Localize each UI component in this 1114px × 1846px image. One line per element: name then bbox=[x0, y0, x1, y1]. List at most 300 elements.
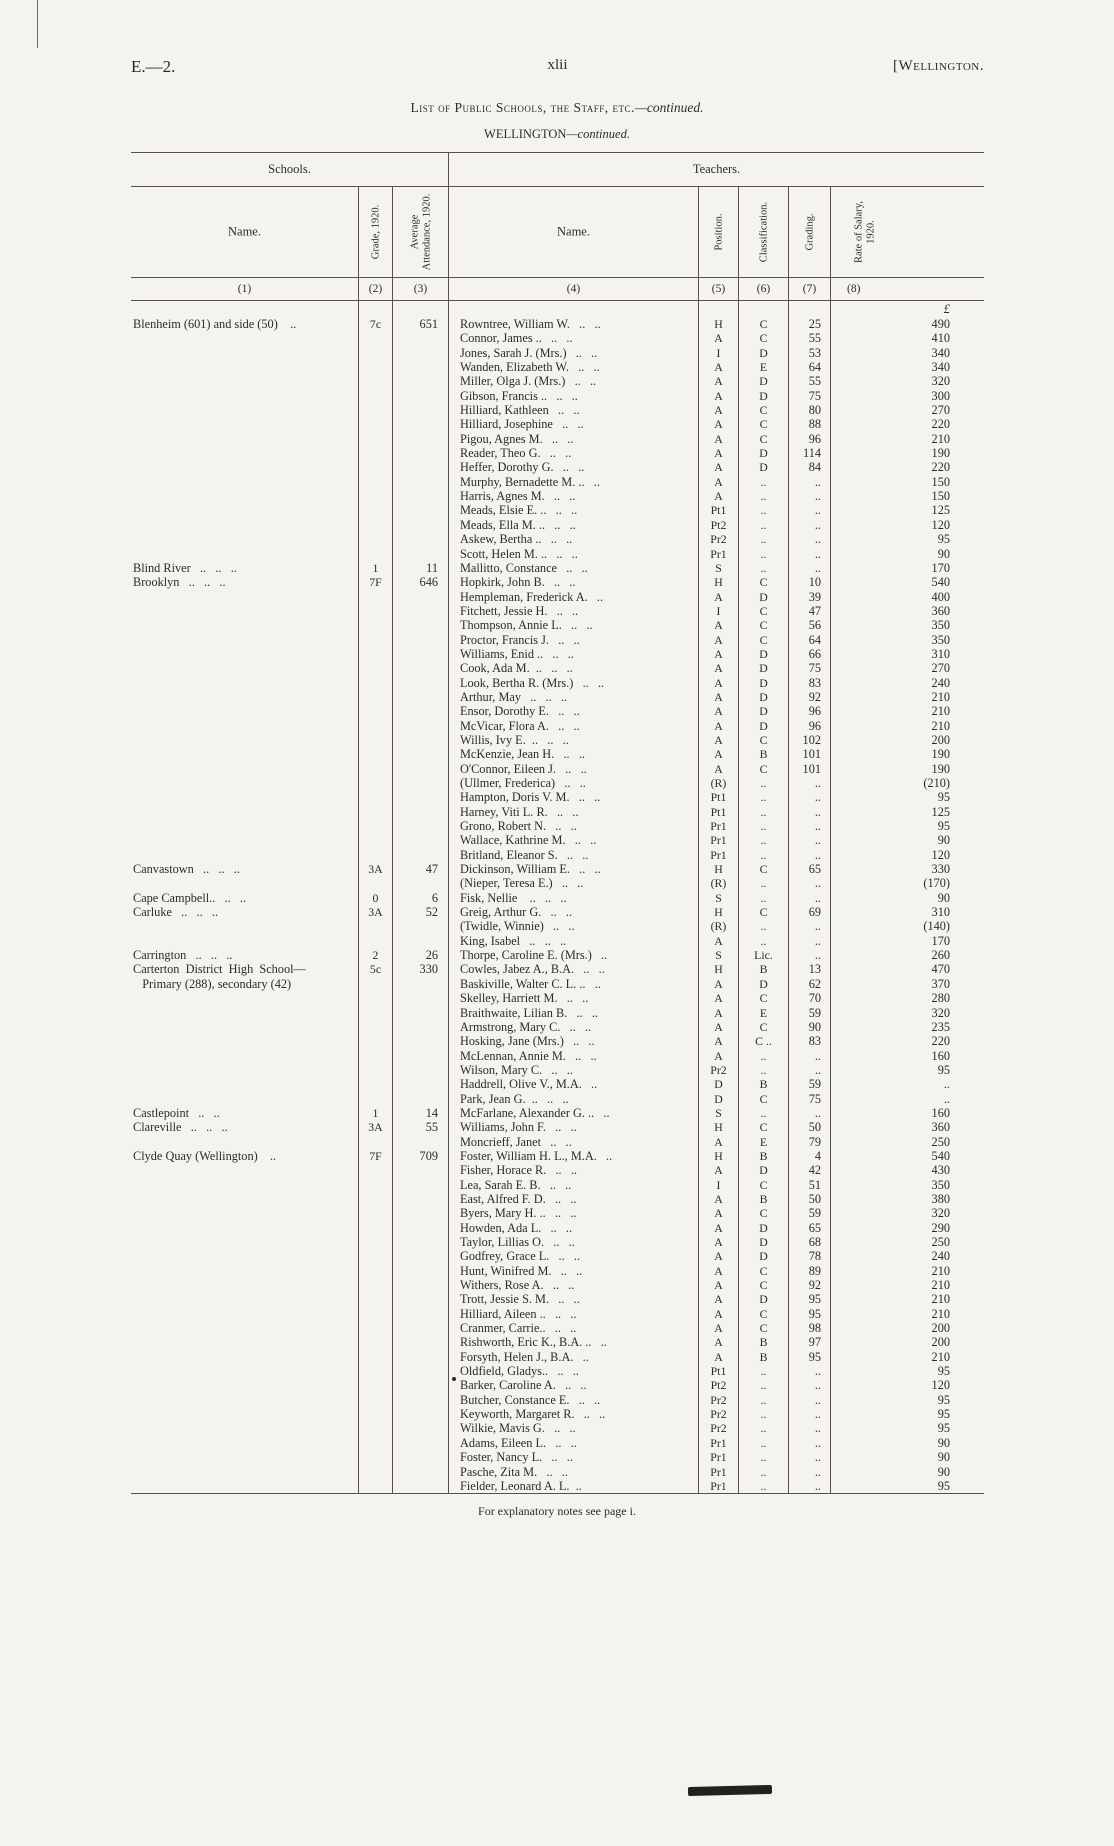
position-cell: A bbox=[699, 1020, 739, 1034]
school-name-cell bbox=[131, 1307, 359, 1321]
school-name-cell bbox=[131, 1077, 359, 1091]
salary-cell: 220 bbox=[931, 417, 950, 432]
classification-cell: B bbox=[739, 1350, 789, 1364]
salary-cell: 340 bbox=[931, 360, 950, 375]
grading-cell: 101 bbox=[789, 747, 831, 761]
school-name-cell bbox=[131, 1020, 359, 1034]
classification-cell: C bbox=[739, 1321, 789, 1335]
school-name-cell bbox=[131, 991, 359, 1005]
table-row bbox=[131, 919, 984, 933]
table-row bbox=[131, 819, 984, 833]
table-row bbox=[131, 962, 984, 976]
grade-cell: 7F bbox=[359, 1149, 393, 1163]
attendance-cell bbox=[393, 590, 449, 604]
grading-cell: .. bbox=[789, 1378, 831, 1392]
grade-cell bbox=[359, 1006, 393, 1020]
classification-cell: B bbox=[739, 1149, 789, 1163]
grade-cell bbox=[359, 1049, 393, 1063]
attendance-cell bbox=[393, 460, 449, 474]
school-name-cell bbox=[131, 374, 359, 388]
grading-cell: .. bbox=[789, 1364, 831, 1378]
attendance-cell bbox=[393, 432, 449, 446]
grading-cell: 62 bbox=[789, 977, 831, 991]
classification-cell: .. bbox=[739, 547, 789, 561]
salary-cell: 270 bbox=[931, 403, 950, 418]
grading-cell: 75 bbox=[789, 661, 831, 675]
grading-cell: 114 bbox=[789, 446, 831, 460]
salary-cell: 540 bbox=[931, 575, 950, 590]
teacher-name-cell: Keyworth, Margaret R. .. .. bbox=[449, 1407, 699, 1421]
salary-cell: 330 bbox=[931, 862, 950, 877]
position-cell: Pr2 bbox=[699, 1421, 739, 1435]
attendance-cell bbox=[393, 776, 449, 790]
attendance-cell bbox=[393, 719, 449, 733]
school-name-cell bbox=[131, 618, 359, 632]
attendance-cell: 26 bbox=[393, 948, 449, 962]
position-cell: A bbox=[699, 1264, 739, 1278]
school-name-cell bbox=[131, 590, 359, 604]
position-cell: D bbox=[699, 1092, 739, 1106]
teacher-name-cell: Hosking, Jane (Mrs.) .. .. bbox=[449, 1034, 699, 1048]
attendance-cell bbox=[393, 1350, 449, 1364]
teacher-name-cell: Fielder, Leonard A. L. .. bbox=[449, 1479, 699, 1493]
position-cell: A bbox=[699, 331, 739, 345]
attendance-cell bbox=[393, 1364, 449, 1378]
position-cell: A bbox=[699, 1034, 739, 1048]
position-cell: (R) bbox=[699, 919, 739, 933]
grading-cell: .. bbox=[789, 948, 831, 962]
header-label: Name. bbox=[228, 224, 261, 239]
grading-cell: .. bbox=[789, 805, 831, 819]
grading-cell: 59 bbox=[789, 1077, 831, 1091]
attendance-cell bbox=[393, 1178, 449, 1192]
classification-cell: D bbox=[739, 719, 789, 733]
school-name-cell bbox=[131, 532, 359, 546]
grading-cell: 59 bbox=[789, 1206, 831, 1220]
position-cell: A bbox=[699, 1006, 739, 1020]
teacher-name-cell: Fitchett, Jessie H. .. .. bbox=[449, 604, 699, 618]
document-subtitle-main: WELLINGTON bbox=[484, 127, 567, 141]
grade-cell bbox=[359, 460, 393, 474]
position-cell: Pr2 bbox=[699, 1063, 739, 1077]
salary-cell: 235 bbox=[931, 1019, 950, 1034]
classification-cell: .. bbox=[739, 776, 789, 790]
teacher-name-cell: Rishworth, Eric K., B.A. .. .. bbox=[449, 1335, 699, 1349]
salary-cell: 160 bbox=[931, 1048, 950, 1063]
classification-cell: D bbox=[739, 590, 789, 604]
school-name-cell: Carterton District High School— bbox=[131, 962, 359, 976]
grade-cell bbox=[359, 690, 393, 704]
salary-cell: 250 bbox=[931, 1235, 950, 1249]
classification-cell: D bbox=[739, 1249, 789, 1263]
school-name-cell bbox=[131, 833, 359, 847]
grade-cell bbox=[359, 389, 393, 403]
attendance-cell bbox=[393, 762, 449, 776]
attendance-cell: 330 bbox=[393, 962, 449, 976]
position-cell: A bbox=[699, 991, 739, 1005]
grade-cell bbox=[359, 1135, 393, 1149]
grading-cell: 92 bbox=[789, 690, 831, 704]
teacher-name-cell: Park, Jean G. .. .. .. bbox=[449, 1092, 699, 1106]
attendance-cell bbox=[393, 417, 449, 431]
school-name-cell bbox=[131, 1421, 359, 1435]
grading-cell: .. bbox=[789, 790, 831, 804]
attendance-cell bbox=[393, 1321, 449, 1335]
position-cell: Pr2 bbox=[699, 532, 739, 546]
column-number: (1) bbox=[131, 278, 359, 300]
table-row bbox=[131, 1235, 984, 1249]
classification-cell: C bbox=[739, 1264, 789, 1278]
school-name-cell bbox=[131, 489, 359, 503]
teachers-group-header: Teachers. bbox=[692, 162, 741, 176]
salary-cell: .. bbox=[943, 1077, 950, 1092]
school-name-cell bbox=[131, 1249, 359, 1263]
position-cell: (R) bbox=[699, 776, 739, 790]
table-body bbox=[131, 301, 984, 1494]
grade-cell bbox=[359, 1436, 393, 1450]
classification-cell: D bbox=[739, 676, 789, 690]
school-name-cell bbox=[131, 1063, 359, 1077]
attendance-cell bbox=[393, 1049, 449, 1063]
table-row bbox=[131, 977, 984, 991]
grade-cell: 5c bbox=[359, 962, 393, 976]
position-cell: A bbox=[699, 1249, 739, 1263]
table-row bbox=[131, 762, 984, 776]
grade-cell bbox=[359, 503, 393, 517]
position-cell: A bbox=[699, 374, 739, 388]
salary-cell: 190 bbox=[931, 747, 950, 762]
column-number: (2) bbox=[359, 278, 393, 300]
position-cell: A bbox=[699, 1192, 739, 1206]
grade-cell bbox=[359, 475, 393, 489]
classification-cell: .. bbox=[739, 532, 789, 546]
classification-cell: C bbox=[739, 991, 789, 1005]
grading-cell: .. bbox=[789, 1465, 831, 1479]
salary-cell: 280 bbox=[931, 991, 950, 1006]
classification-cell: D bbox=[739, 374, 789, 388]
school-name-cell bbox=[131, 432, 359, 446]
salary-cell: 210 bbox=[931, 704, 950, 719]
grading-cell: .. bbox=[789, 776, 831, 790]
teacher-name-cell: King, Isabel .. .. .. bbox=[449, 934, 699, 948]
teacher-name-cell: Rowntree, William W. .. .. bbox=[449, 317, 699, 331]
grading-cell: .. bbox=[789, 1407, 831, 1421]
school-name-cell bbox=[131, 1034, 359, 1048]
attendance-cell bbox=[393, 1264, 449, 1278]
school-name-cell bbox=[131, 1264, 359, 1278]
spacer-cell bbox=[393, 301, 449, 317]
classification-cell: .. bbox=[739, 1364, 789, 1378]
attendance-cell bbox=[393, 1450, 449, 1464]
position-cell: (R) bbox=[699, 876, 739, 890]
table-row bbox=[131, 547, 984, 561]
scan-artifact bbox=[452, 1377, 456, 1381]
teacher-name-cell: Look, Bertha R. (Mrs.) .. .. bbox=[449, 676, 699, 690]
classification-cell: .. bbox=[739, 561, 789, 575]
teacher-name-cell: Cook, Ada M. .. .. .. bbox=[449, 661, 699, 675]
table-row bbox=[131, 518, 984, 532]
teacher-name-cell: Askew, Bertha .. .. .. bbox=[449, 532, 699, 546]
position-cell: Pt1 bbox=[699, 503, 739, 517]
salary-cell: 90 bbox=[937, 833, 950, 848]
grade-cell: 3A bbox=[359, 1120, 393, 1134]
grade-cell bbox=[359, 403, 393, 417]
salary-cell: 210 bbox=[931, 1349, 950, 1364]
grading-cell: 47 bbox=[789, 604, 831, 618]
classification-cell: B bbox=[739, 1335, 789, 1349]
salary-cell: 240 bbox=[931, 1249, 950, 1264]
teacher-name-cell: Taylor, Lillias O. .. .. bbox=[449, 1235, 699, 1249]
column-number: (8) bbox=[847, 283, 861, 295]
position-cell: Pr1 bbox=[699, 1479, 739, 1493]
classification-cell: B bbox=[739, 1077, 789, 1091]
classification-cell: D bbox=[739, 346, 789, 360]
school-name-cell bbox=[131, 776, 359, 790]
salary-cell: 210 bbox=[931, 1306, 950, 1321]
classification-cell: D bbox=[739, 704, 789, 718]
classification-cell: D bbox=[739, 661, 789, 675]
grading-cell: .. bbox=[789, 532, 831, 546]
grade-cell bbox=[359, 331, 393, 345]
classification-cell: C bbox=[739, 905, 789, 919]
teacher-name-cell: Ensor, Dorothy E. .. .. bbox=[449, 704, 699, 718]
spacer-cell bbox=[699, 301, 739, 317]
grade-cell bbox=[359, 1450, 393, 1464]
position-cell: A bbox=[699, 1335, 739, 1349]
school-name-cell bbox=[131, 1450, 359, 1464]
teacher-name-cell: Wilkie, Mavis G. .. .. bbox=[449, 1421, 699, 1435]
grade-cell: 7c bbox=[359, 317, 393, 331]
school-name-cell bbox=[131, 647, 359, 661]
school-name-cell bbox=[131, 1292, 359, 1306]
classification-cell: D bbox=[739, 647, 789, 661]
spacer-cell bbox=[449, 301, 699, 317]
school-name-cell bbox=[131, 1221, 359, 1235]
teacher-name-cell: Dickinson, William E. .. .. bbox=[449, 862, 699, 876]
attendance-cell: 14 bbox=[393, 1106, 449, 1120]
position-cell: A bbox=[699, 1350, 739, 1364]
classification-cell: B bbox=[739, 962, 789, 976]
table-row bbox=[131, 1436, 984, 1450]
teacher-name-cell: Trott, Jessie S. M. .. .. bbox=[449, 1292, 699, 1306]
attendance-cell: 646 bbox=[393, 575, 449, 589]
grade-cell bbox=[359, 1092, 393, 1106]
position-cell: Pr1 bbox=[699, 833, 739, 847]
grade-cell bbox=[359, 547, 393, 561]
document-title-continued: —continued. bbox=[634, 100, 704, 115]
school-name-cell bbox=[131, 633, 359, 647]
position-cell: A bbox=[699, 1278, 739, 1292]
table-row bbox=[131, 805, 984, 819]
teacher-name-cell: Meads, Ella M. .. .. .. bbox=[449, 518, 699, 532]
grade-cell: 3A bbox=[359, 905, 393, 919]
teacher-name-cell: Baskiville, Walter C. L. .. .. bbox=[449, 977, 699, 991]
grade-cell bbox=[359, 1020, 393, 1034]
classification-cell: Lic. bbox=[739, 948, 789, 962]
header-grading bbox=[789, 187, 831, 277]
teacher-name-cell: Meads, Elsie E. .. .. .. bbox=[449, 503, 699, 517]
grade-cell bbox=[359, 1378, 393, 1392]
classification-cell: .. bbox=[739, 1063, 789, 1077]
grade-cell bbox=[359, 489, 393, 503]
header-label: Name. bbox=[557, 224, 590, 239]
attendance-cell bbox=[393, 1393, 449, 1407]
salary-cell: 540 bbox=[931, 1148, 950, 1163]
position-cell: S bbox=[699, 948, 739, 962]
attendance-cell bbox=[393, 489, 449, 503]
table-row bbox=[131, 1034, 984, 1048]
grading-cell: .. bbox=[789, 561, 831, 575]
school-name-cell bbox=[131, 747, 359, 761]
school-name-cell bbox=[131, 1235, 359, 1249]
salary-cell: 360 bbox=[931, 603, 950, 618]
grade-cell bbox=[359, 1221, 393, 1235]
school-name-cell bbox=[131, 661, 359, 675]
salary-cell: 270 bbox=[931, 661, 950, 676]
classification-cell: D bbox=[739, 977, 789, 991]
position-cell: Pr2 bbox=[699, 1393, 739, 1407]
classification-cell: .. bbox=[739, 1407, 789, 1421]
classification-cell: .. bbox=[739, 1450, 789, 1464]
salary-cell: (140) bbox=[923, 919, 950, 934]
grading-cell: .. bbox=[789, 547, 831, 561]
grading-cell: 92 bbox=[789, 1278, 831, 1292]
header-classification bbox=[739, 187, 789, 277]
running-head bbox=[131, 57, 984, 79]
salary-cell: (170) bbox=[923, 876, 950, 891]
position-cell: A bbox=[699, 446, 739, 460]
school-name-cell bbox=[131, 417, 359, 431]
table-row bbox=[131, 1006, 984, 1020]
grading-cell: 66 bbox=[789, 647, 831, 661]
grading-cell: .. bbox=[789, 876, 831, 890]
attendance-cell bbox=[393, 919, 449, 933]
position-cell: A bbox=[699, 618, 739, 632]
teacher-name-cell: Braithwaite, Lilian B. .. .. bbox=[449, 1006, 699, 1020]
school-name-cell bbox=[131, 1393, 359, 1407]
school-name-cell: Primary (288), secondary (42) bbox=[131, 977, 359, 991]
salary-cell: 200 bbox=[931, 1321, 950, 1336]
header-label: Rate of Salary, 1920. bbox=[853, 201, 876, 264]
school-name-cell bbox=[131, 1364, 359, 1378]
classification-cell: D bbox=[739, 1235, 789, 1249]
classification-cell: .. bbox=[739, 503, 789, 517]
attendance-cell bbox=[393, 1034, 449, 1048]
table-row bbox=[131, 1178, 984, 1192]
grading-cell: 55 bbox=[789, 331, 831, 345]
salary-cell: 210 bbox=[931, 431, 950, 446]
grading-cell: 89 bbox=[789, 1264, 831, 1278]
classification-cell: .. bbox=[739, 919, 789, 933]
teacher-name-cell: Pigou, Agnes M. .. .. bbox=[449, 432, 699, 446]
attendance-cell: 651 bbox=[393, 317, 449, 331]
school-name-cell bbox=[131, 1092, 359, 1106]
grading-cell: .. bbox=[789, 518, 831, 532]
classification-cell: .. bbox=[739, 805, 789, 819]
table-row bbox=[131, 1206, 984, 1220]
school-name-cell bbox=[131, 1135, 359, 1149]
teacher-name-cell: Fisk, Nellie .. .. .. bbox=[449, 891, 699, 905]
grading-cell: 90 bbox=[789, 1020, 831, 1034]
grading-cell: 95 bbox=[789, 1307, 831, 1321]
salary-cell: 260 bbox=[931, 948, 950, 963]
grade-cell: 1 bbox=[359, 561, 393, 575]
position-cell: S bbox=[699, 891, 739, 905]
teacher-name-cell: Hempleman, Frederick A. .. bbox=[449, 590, 699, 604]
teacher-name-cell: Miller, Olga J. (Mrs.) .. .. bbox=[449, 374, 699, 388]
header-label: Average Attendance, 1920. bbox=[409, 193, 432, 271]
table-row bbox=[131, 848, 984, 862]
column-number: (6) bbox=[739, 278, 789, 300]
grade-cell bbox=[359, 876, 393, 890]
salary-cell: 250 bbox=[931, 1134, 950, 1149]
position-cell: A bbox=[699, 403, 739, 417]
school-name-cell: Canvastown .. .. .. bbox=[131, 862, 359, 876]
teacher-name-cell: McKenzie, Jean H. .. .. bbox=[449, 747, 699, 761]
school-name-cell: Castlepoint .. .. bbox=[131, 1106, 359, 1120]
attendance-cell bbox=[393, 1020, 449, 1034]
header-label: Grade, 1920. bbox=[369, 204, 381, 260]
grading-cell: .. bbox=[789, 1421, 831, 1435]
salary-cell: 360 bbox=[931, 1120, 950, 1135]
position-cell: A bbox=[699, 1321, 739, 1335]
school-name-cell bbox=[131, 547, 359, 561]
salary-cell: 210 bbox=[931, 1263, 950, 1278]
salary-cell: 220 bbox=[931, 1034, 950, 1049]
position-cell: S bbox=[699, 561, 739, 575]
attendance-cell bbox=[393, 532, 449, 546]
classification-cell: D bbox=[739, 1292, 789, 1306]
classification-cell: .. bbox=[739, 1479, 789, 1493]
position-cell: Pt1 bbox=[699, 790, 739, 804]
header-school-name bbox=[131, 187, 359, 277]
school-name-cell bbox=[131, 1350, 359, 1364]
table-row bbox=[131, 647, 984, 661]
attendance-cell bbox=[393, 604, 449, 618]
grade-cell bbox=[359, 747, 393, 761]
table-row bbox=[131, 719, 984, 733]
school-name-cell bbox=[131, 848, 359, 862]
grading-cell: .. bbox=[789, 833, 831, 847]
teacher-name-cell: Forsyth, Helen J., B.A. .. bbox=[449, 1350, 699, 1364]
attendance-cell bbox=[393, 446, 449, 460]
school-name-cell bbox=[131, 360, 359, 374]
teacher-name-cell: Foster, Nancy L. .. .. bbox=[449, 1450, 699, 1464]
grading-cell: 80 bbox=[789, 403, 831, 417]
header-salary bbox=[831, 187, 984, 277]
column-number: (4) bbox=[449, 278, 699, 300]
group-header-row bbox=[131, 153, 984, 187]
grade-cell bbox=[359, 647, 393, 661]
attendance-cell bbox=[393, 733, 449, 747]
classification-cell: D bbox=[739, 446, 789, 460]
grade-cell bbox=[359, 719, 393, 733]
column-header-row bbox=[131, 187, 984, 278]
classification-cell: .. bbox=[739, 1421, 789, 1435]
classification-cell: .. bbox=[739, 876, 789, 890]
classification-cell: .. bbox=[739, 489, 789, 503]
classification-cell: D bbox=[739, 460, 789, 474]
classification-cell: C bbox=[739, 618, 789, 632]
table-row bbox=[131, 417, 984, 431]
salary-cell: 90 bbox=[937, 890, 950, 905]
column-number-row bbox=[131, 278, 984, 301]
document-title-main: List of Public Schools, the Staff, etc. bbox=[410, 100, 635, 115]
table-row bbox=[131, 1407, 984, 1421]
school-name-cell bbox=[131, 475, 359, 489]
attendance-cell bbox=[393, 1465, 449, 1479]
position-cell: D bbox=[699, 1077, 739, 1091]
